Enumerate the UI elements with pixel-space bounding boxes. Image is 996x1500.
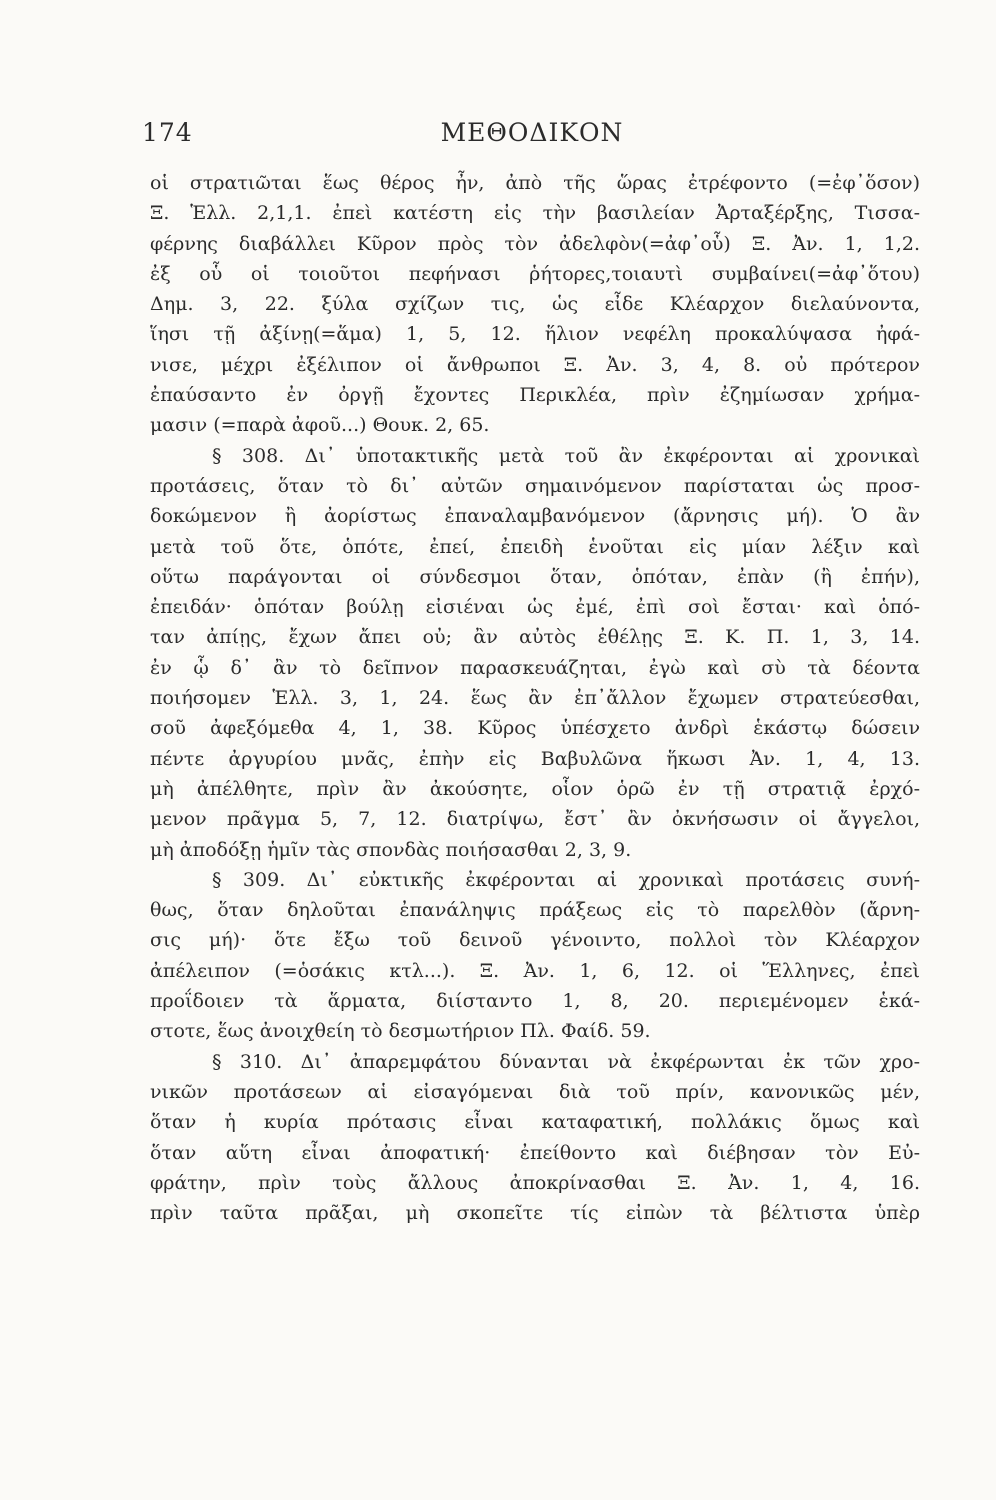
- text-line: ἐπειδάν· ὁπόταν βούλῃ εἰσιέναι ὡς ἐμέ, ἐπὶ σοὶ ἔσται· καὶ ὁπό-: [150, 596, 920, 619]
- text-line: μενον πρᾶγμα 5, 7, 12. διατρίψω, ἔστ᾽ ἂν ὀκνήσωσιν οἱ ἄγγελοι,: [150, 808, 920, 831]
- text-line: ἀπέλειπον (=ὁσάκις κτλ...). Ξ. Ἀν. 1, 6, 12. οἱ Ἕλληνες, ἐπεὶ: [150, 959, 920, 982]
- text-line: ἵησι τῇ ἀξίνῃ(=ἅμα) 1, 5, 12. ἥλιον νεφέλη προκαλύψασα ἠφά-: [150, 323, 920, 346]
- text-line: ἐν ᾧ δ᾽ ἂν τὸ δεῖπνον παρασκευάζηται, ἐγὼ καὶ σὺ τὰ δέοντα: [150, 656, 920, 679]
- text-line: σις μή)· ὅτε ἔξω τοῦ δεινοῦ γένοιντο, πολλοὶ τὸν Κλέαρχον: [150, 929, 920, 952]
- text-line: μετὰ τοῦ ὅτε, ὁπότε, ἐπεί, ἐπειδὴ ἑνοῦται εἰς μίαν λέξιν καὶ: [150, 535, 920, 558]
- text-line: ὅταν αὕτη εἶναι ἀποφατική· ἐπείθοντο καὶ διέβησαν τὸν Εὐ-: [150, 1141, 920, 1164]
- text-line: ἐπαύσαντο ἐν ὀργῇ ἔχοντες Περικλέα, πρὶν ἐζημίωσαν χρήμα-: [150, 384, 920, 407]
- paragraph-start: § 309. Δι᾽ εὐκτικῆς ἐκφέρονται αἱ χρονικαὶ προτάσεις συνή-: [212, 868, 920, 891]
- text-line: νικῶν προτάσεων αἱ εἰσαγόμεναι διὰ τοῦ πρίν, κανονικῶς μέν,: [150, 1080, 920, 1103]
- text-line: ποιήσομεν Ἑλλ. 3, 1, 24. ἕως ἂν ἐπ᾽ἄλλον ἔχωμεν στρατεύεσθαι,: [150, 687, 920, 710]
- text-line: προΐδοιεν τὰ ἅρματα, διίσταντο 1, 8, 20. περιεμένομεν ἑκά-: [150, 990, 920, 1013]
- text-line: νισε, μέχρι ἐξέλιπον οἱ ἄνθρωποι Ξ. Ἀν. 3, 4, 8. οὐ πρότερον: [150, 353, 920, 376]
- text-line: ἐξ οὗ οἱ τοιοῦτοι πεφήνασι ῥήτορες,τοιαυτὶ συμβαίνει(=ἀφ᾽ὅτου): [150, 262, 920, 285]
- text-line: δοκώμενον ἢ ἀορίστως ἐπαναλαμβανόμενον (ἄρνησις μή). Ὁ ἂν: [150, 505, 920, 528]
- running-title: ΜΕΘΟΔΙΚΟΝ: [440, 118, 624, 147]
- text-line: πέντε ἀργυρίου μνᾶς, ἐπὴν εἰς Βαβυλῶνα ἥκωσι Ἀν. 1, 4, 13.: [150, 747, 920, 770]
- text-line: θως, ὅταν δηλοῦται ἐπανάληψις πράξεως εἰς τὸ παρελθὸν (ἄρνη-: [150, 899, 920, 922]
- body-text: [150, 168, 920, 1228]
- text-line: μὴ ἀποδόξῃ ἡμῖν τὰς σπονδὰς ποιήσασθαι 2, 3, 9.: [150, 838, 632, 861]
- text-line: στοτε, ἕως ἀνοιχθείη τὸ δεσμωτήριον Πλ. Φαίδ. 59.: [150, 1020, 651, 1043]
- text-line: Ξ. Ἑλλ. 2,1,1. ἐπεὶ κατέστη εἰς τὴν βασιλείαν Ἀρταξέρξης, Τισσα-: [150, 202, 920, 225]
- text-line: Δημ. 3, 22. ξύλα σχίζων τις, ὡς εἶδε Κλέαρχον διελαύνοντα,: [150, 293, 920, 316]
- text-line: ὅταν ἡ κυρία πρότασις εἶναι καταφατική, πολλάκις ὅμως καὶ: [150, 1111, 920, 1134]
- text-line: προτάσεις, ὅταν τὸ δι᾽ αὐτῶν σημαινόμενον παρίσταται ὡς προσ-: [150, 474, 920, 497]
- page-header: [142, 118, 922, 158]
- text-line: πρὶν ταῦτα πρᾶξαι, μὴ σκοπεῖτε τίς εἰπὼν τὰ βέλτιστα ὑπὲρ: [150, 1202, 920, 1225]
- text-line: μὴ ἀπέλθητε, πρὶν ἂν ἀκούσητε, οἷον ὁρῶ ἐν τῇ στρατιᾷ ἐρχό-: [150, 777, 920, 800]
- text-line: φράτην, πρὶν τοὺς ἄλλους ἀποκρίνασθαι Ξ. Ἀν. 1, 4, 16.: [150, 1171, 920, 1194]
- paragraph-start: § 310. Δι᾽ ἀπαρεμφάτου δύνανται νὰ ἐκφέρωνται ἐκ τῶν χρο-: [212, 1050, 920, 1073]
- text-line: οὕτω παράγονται οἱ σύνδεσμοι ὅταν, ὁπόταν, ἐπὰν (ἢ ἐπήν),: [150, 565, 920, 588]
- text-line: φέρνης διαβάλλει Κῦρον πρὸς τὸν ἀδελφὸν(=ἀφ᾽οὗ) Ξ. Ἀν. 1, 1,2.: [150, 232, 920, 255]
- text-line: μασιν (=παρὰ ἀφοῦ...) Θουκ. 2, 65.: [150, 414, 490, 437]
- paragraph-start: § 308. Δι᾽ ὑποτακτικῆς μετὰ τοῦ ἂν ἐκφέρονται αἱ χρονικαὶ: [212, 444, 920, 467]
- text-line: σοῦ ἀφεξόμεθα 4, 1, 38. Κῦρος ὑπέσχετο ἀνδρὶ ἑκάστῳ δώσειν: [150, 717, 920, 740]
- text-line: ταν ἀπίῃς, ἔχων ἄπει οὐ; ἂν αὐτὸς ἐθέλῃς Ξ. Κ. Π. 1, 3, 14.: [150, 626, 920, 649]
- text-line: οἱ στρατιῶται ἕως θέρος ἦν, ἀπὸ τῆς ὥρας ἐτρέφοντο (=ἐφ᾽ὅσον): [150, 172, 920, 194]
- page-number: 174: [142, 118, 193, 147]
